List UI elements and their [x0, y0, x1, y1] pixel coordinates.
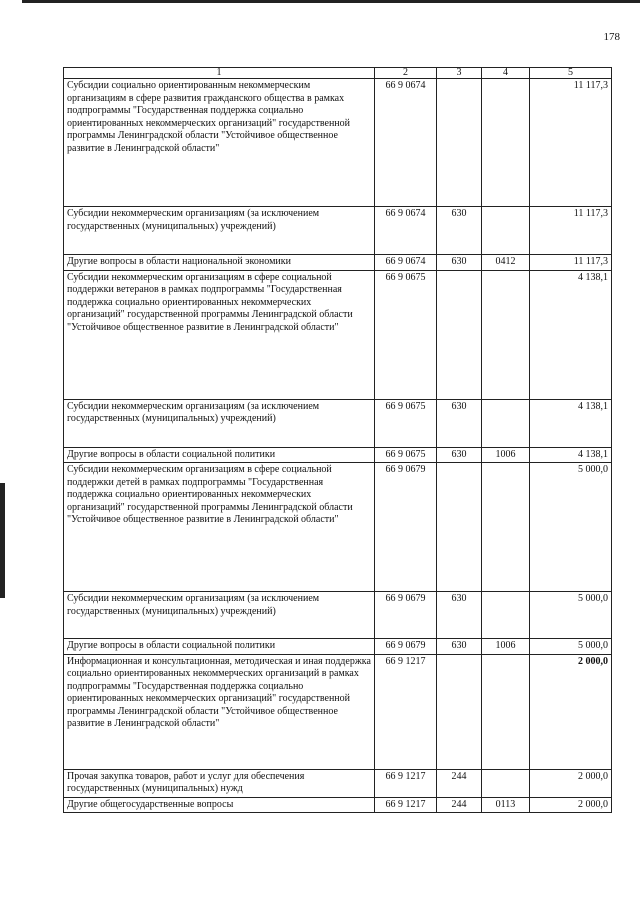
row-target-code: 66 9 0674 — [375, 207, 437, 255]
row-expense-type: 244 — [437, 797, 482, 813]
row-target-code: 66 9 0679 — [375, 639, 437, 655]
row-expense-type — [437, 79, 482, 207]
row-expense-type: 630 — [437, 639, 482, 655]
top-edge-bar — [22, 0, 640, 3]
row-description: Информационная и консультационная, методическая и иная поддержка социально ориентированных некоммерческих организаций в рамках подпрограммы "Государственная поддержка социально ориентированных некоммерческих организаций" государственной программы Ленинградской области "Устойчивое общественное развитие в Ленинградской области" — [64, 654, 375, 769]
row-section-code: 0412 — [482, 255, 530, 271]
row-section-code: 1006 — [482, 447, 530, 463]
row-amount: 2 000,0 — [530, 769, 612, 797]
table-row — [64, 639, 612, 655]
row-description: Субсидии некоммерческим организациям (за исключением государственных (муниципальных) учреждений) — [64, 399, 375, 447]
table-row — [64, 270, 612, 399]
row-section-code: 1006 — [482, 639, 530, 655]
row-expense-type: 630 — [437, 447, 482, 463]
budget-table — [63, 67, 612, 813]
header-col-3: 3 — [437, 68, 482, 79]
row-amount: 11 117,3 — [530, 207, 612, 255]
row-target-code: 66 9 0679 — [375, 592, 437, 639]
header-col-2: 2 — [375, 68, 437, 79]
row-target-code: 66 9 0674 — [375, 255, 437, 271]
row-description: Субсидии социально ориентированным некоммерческим организациям в сфере развития гражданского общества в рамках подпрограммы "Государственная поддержка социально ориентированных некоммерческих организаций" государственной программы Ленинградской области "Устойчивое общественное развитие в Ленинградской области" — [64, 79, 375, 207]
row-target-code: 66 9 0674 — [375, 79, 437, 207]
margin-scan-mark — [0, 483, 5, 598]
row-target-code: 66 9 1217 — [375, 654, 437, 769]
row-amount: 11 117,3 — [530, 255, 612, 271]
row-amount: 4 138,1 — [530, 447, 612, 463]
row-section-code — [482, 654, 530, 769]
row-amount: 11 117,3 — [530, 79, 612, 207]
row-expense-type — [437, 654, 482, 769]
page-number: 178 — [603, 31, 620, 43]
table-row — [64, 463, 612, 592]
row-description: Субсидии некоммерческим организациям (за исключением государственных (муниципальных) учреждений) — [64, 207, 375, 255]
header-col-4: 4 — [482, 68, 530, 79]
row-section-code — [482, 592, 530, 639]
row-expense-type: 630 — [437, 399, 482, 447]
row-section-code — [482, 399, 530, 447]
row-amount: 2 000,0 — [530, 654, 612, 769]
row-section-code — [482, 79, 530, 207]
table-row — [64, 769, 612, 797]
row-section-code — [482, 270, 530, 399]
row-target-code: 66 9 0675 — [375, 399, 437, 447]
row-target-code: 66 9 1217 — [375, 769, 437, 797]
row-section-code — [482, 207, 530, 255]
row-expense-type: 630 — [437, 592, 482, 639]
header-col-1: 1 — [64, 68, 375, 79]
row-amount: 2 000,0 — [530, 797, 612, 813]
row-amount: 5 000,0 — [530, 639, 612, 655]
row-amount: 5 000,0 — [530, 592, 612, 639]
header-row — [64, 68, 612, 79]
row-amount: 4 138,1 — [530, 399, 612, 447]
table-row — [64, 79, 612, 207]
row-description: Прочая закупка товаров, работ и услуг для обеспечения государственных (муниципальных) нужд — [64, 769, 375, 797]
row-expense-type: 630 — [437, 207, 482, 255]
row-description: Субсидии некоммерческим организациям (за исключением государственных (муниципальных) учреждений) — [64, 592, 375, 639]
row-section-code: 0113 — [482, 797, 530, 813]
row-expense-type — [437, 463, 482, 592]
row-expense-type: 244 — [437, 769, 482, 797]
row-section-code — [482, 463, 530, 592]
row-description: Другие вопросы в области социальной политики — [64, 639, 375, 655]
table-row — [64, 255, 612, 271]
row-description: Субсидии некоммерческим организациям в сфере социальной поддержки детей в рамках подпрограммы "Государственная поддержка социально ориентированных некоммерческих организаций" государственной программы Ленинградской области "Устойчивое общественное развитие в Ленинградской области" — [64, 463, 375, 592]
row-amount: 5 000,0 — [530, 463, 612, 592]
table-row — [64, 399, 612, 447]
table-row — [64, 592, 612, 639]
header-col-5: 5 — [530, 68, 612, 79]
table-row — [64, 797, 612, 813]
table-row — [64, 207, 612, 255]
table-row — [64, 654, 612, 769]
row-target-code: 66 9 1217 — [375, 797, 437, 813]
row-description: Другие вопросы в области национальной экономики — [64, 255, 375, 271]
table-row — [64, 447, 612, 463]
row-target-code: 66 9 0675 — [375, 270, 437, 399]
row-section-code — [482, 769, 530, 797]
row-description: Другие вопросы в области социальной политики — [64, 447, 375, 463]
row-expense-type: 630 — [437, 255, 482, 271]
row-description: Другие общегосударственные вопросы — [64, 797, 375, 813]
row-amount: 4 138,1 — [530, 270, 612, 399]
row-expense-type — [437, 270, 482, 399]
row-description: Субсидии некоммерческим организациям в сфере социальной поддержки ветеранов в рамках подпрограммы "Государственная поддержка социально ориентированных некоммерческих организаций" государственной программы Ленинградской области "Устойчивое общественное развитие в Ленинградской области" — [64, 270, 375, 399]
row-target-code: 66 9 0679 — [375, 463, 437, 592]
row-target-code: 66 9 0675 — [375, 447, 437, 463]
